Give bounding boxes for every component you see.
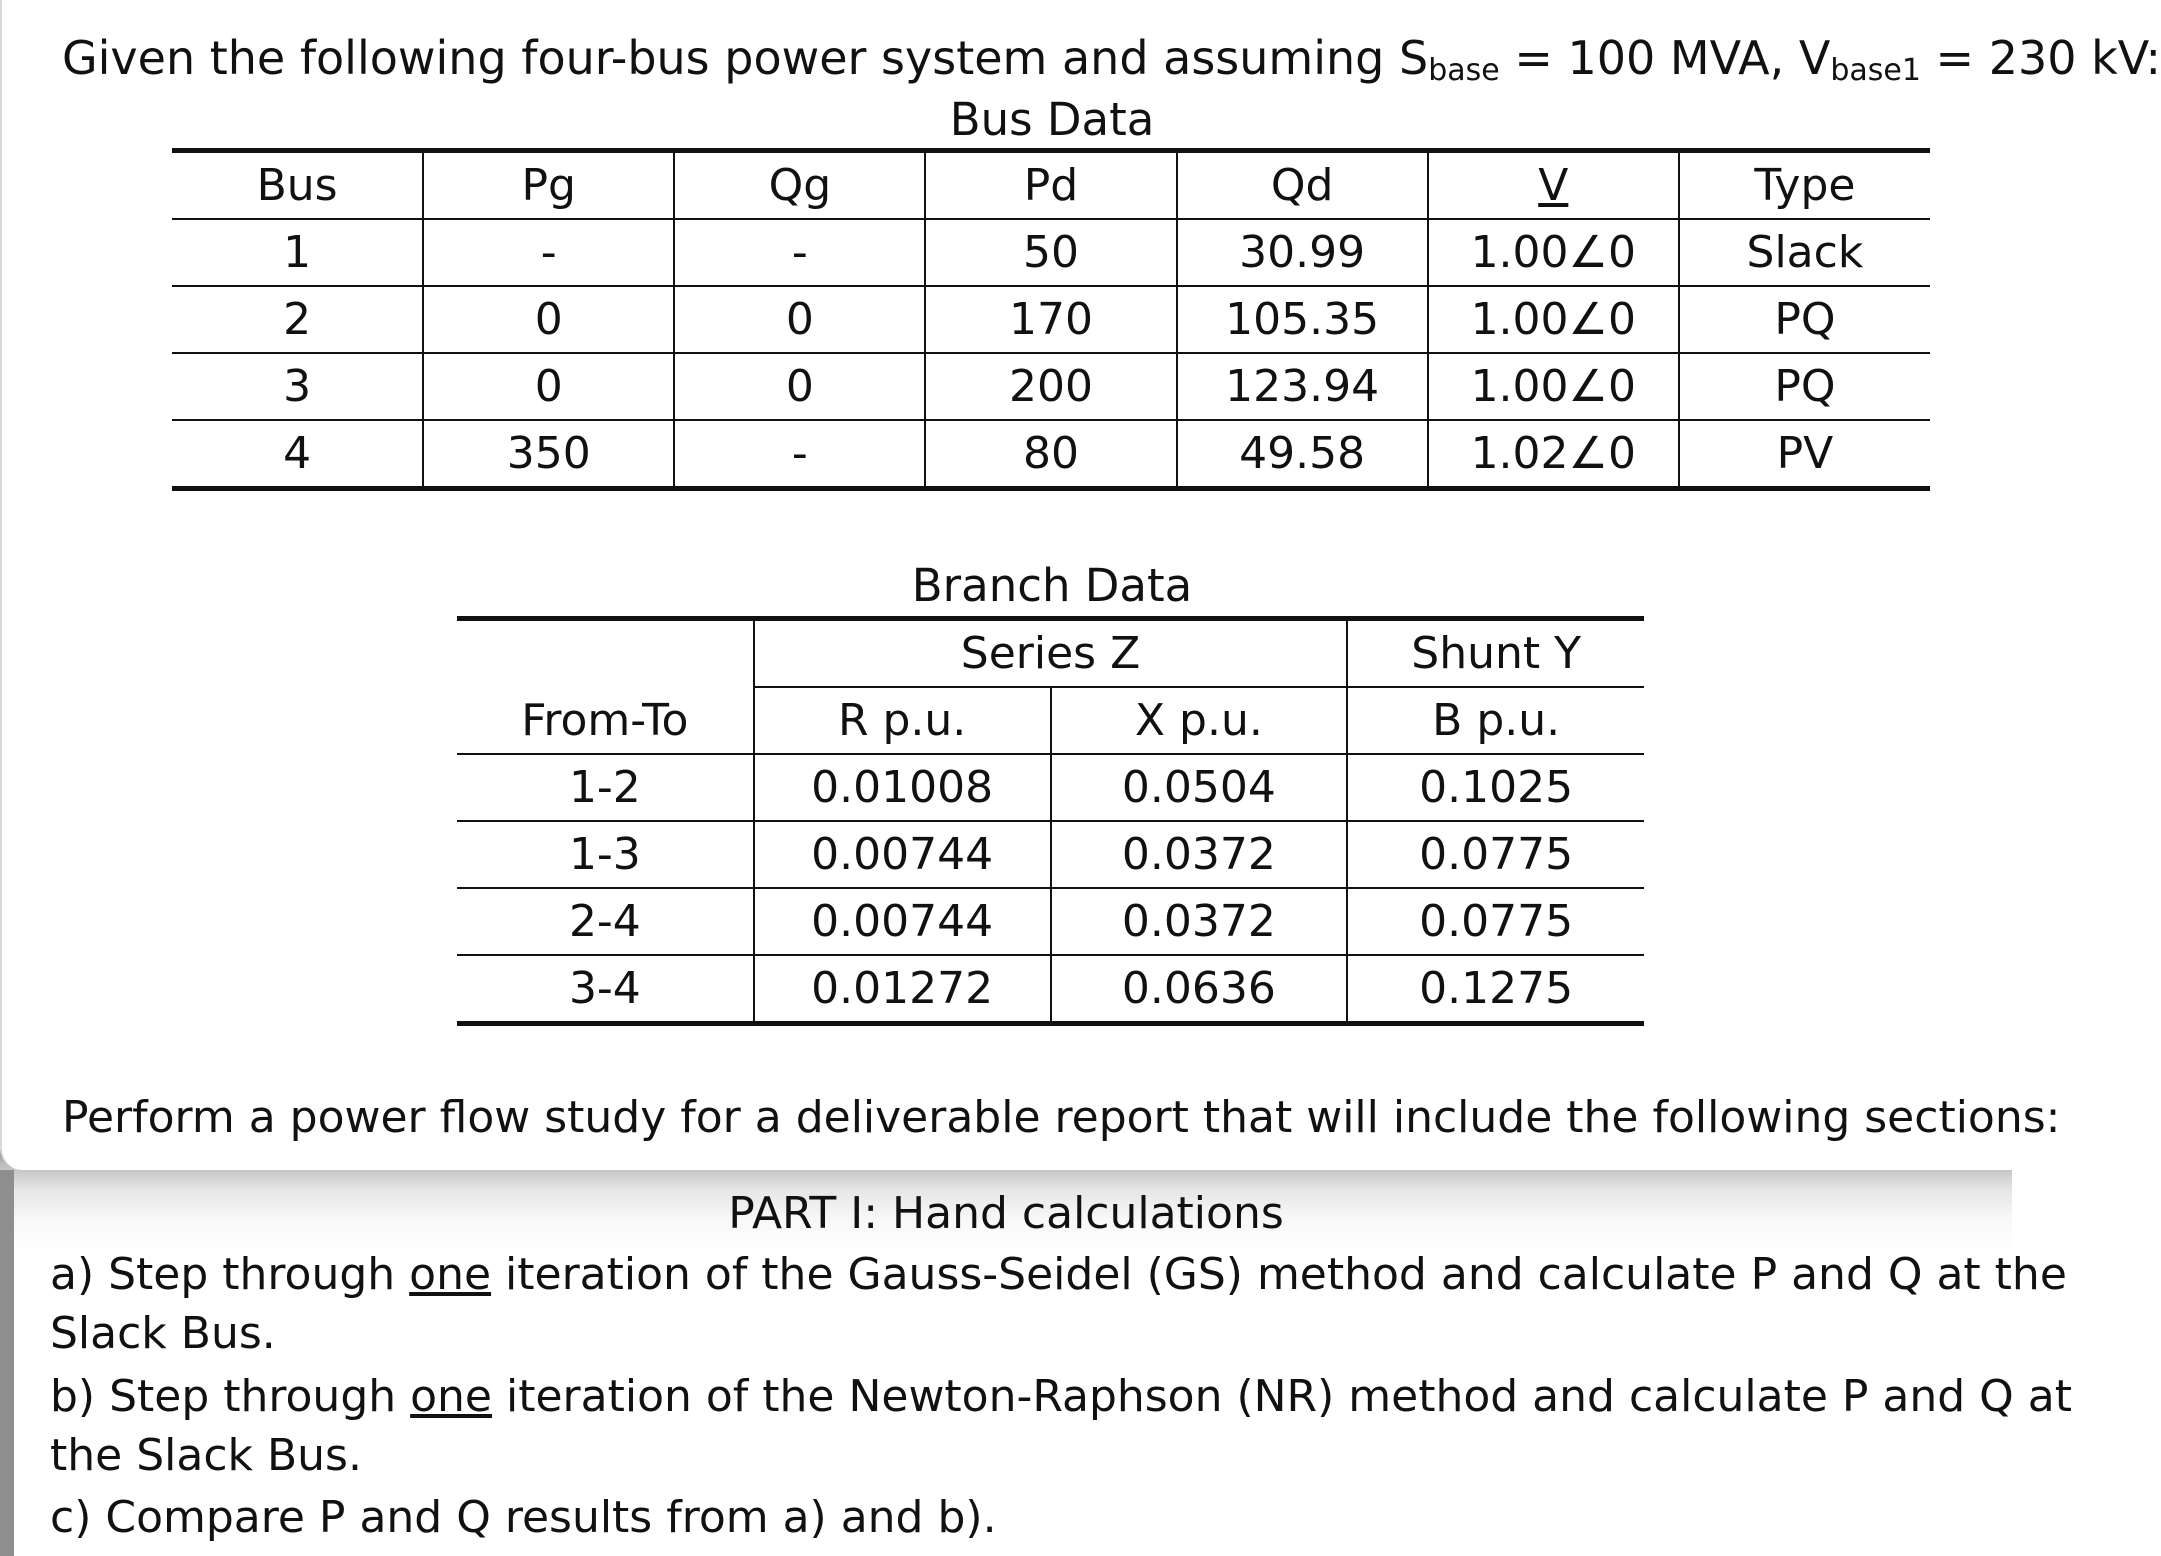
header-type: Type bbox=[1679, 151, 1930, 220]
cell: 1.02∠0 bbox=[1428, 420, 1679, 489]
table-row bbox=[172, 286, 1930, 353]
item-b-line1: b) Step through one iteration of the Newton-Raphson (NR) method and calculate P and Q at bbox=[50, 1371, 2073, 1422]
branch-data-table bbox=[457, 616, 1644, 1026]
cell: - bbox=[423, 219, 674, 286]
cell: 123.94 bbox=[1177, 353, 1428, 420]
cell: 0.1025 bbox=[1347, 754, 1644, 821]
cell: 4 bbox=[283, 428, 312, 479]
header-from-to: From-To bbox=[457, 687, 754, 754]
group-shunt-y: Shunt Y bbox=[1347, 619, 1644, 688]
bus-header-row bbox=[172, 151, 1930, 220]
cell: PV bbox=[1679, 420, 1930, 489]
cell: 0 bbox=[423, 286, 674, 353]
cell: 80 bbox=[925, 420, 1176, 489]
cell: 350 bbox=[423, 420, 674, 489]
cell: 49.58 bbox=[1177, 420, 1428, 489]
cell: 0 bbox=[674, 353, 925, 420]
cell: 0.00744 bbox=[754, 888, 1051, 955]
cell: Slack bbox=[1679, 219, 1930, 286]
cell: 1.00∠0 bbox=[1428, 286, 1679, 353]
table-row bbox=[172, 219, 1930, 286]
cell: 0.0504 bbox=[1051, 754, 1348, 821]
cell: 2 bbox=[172, 286, 423, 353]
header-v: V bbox=[1428, 151, 1679, 220]
cell: 2-4 bbox=[457, 888, 754, 955]
table-row bbox=[457, 955, 1644, 1024]
cell: 1-2 bbox=[457, 754, 754, 821]
part1-heading: PART I: Hand calculations bbox=[728, 1188, 1284, 1239]
cell: 105.35 bbox=[1177, 286, 1428, 353]
cell: 0.0372 bbox=[1051, 821, 1348, 888]
cell: 3-4 bbox=[568, 963, 641, 1014]
item-a-line1: a) Step through one iteration of the Gauss-Seidel (GS) method and calculate P and Q at the bbox=[50, 1249, 2067, 1300]
cell: 0.0372 bbox=[1051, 888, 1348, 955]
cell: 0.0775 bbox=[1347, 821, 1644, 888]
header-qg: Qg bbox=[674, 151, 925, 220]
cell: PQ bbox=[1679, 286, 1930, 353]
cell: 0.01008 bbox=[754, 754, 1051, 821]
table-row bbox=[457, 821, 1644, 888]
cell: 0.0775 bbox=[1347, 888, 1644, 955]
table-row bbox=[172, 353, 1930, 420]
cell: - bbox=[674, 420, 925, 489]
cell: 170 bbox=[925, 286, 1176, 353]
cell: 30.99 bbox=[1177, 219, 1428, 286]
cell: 1.00∠0 bbox=[1428, 219, 1679, 286]
branch-header-row bbox=[457, 687, 1644, 754]
table-row bbox=[457, 754, 1644, 821]
item-c: c) Compare P and Q results from a) and b). bbox=[50, 1492, 997, 1543]
header-r: R p.u. bbox=[754, 687, 1051, 754]
cell: 0.1275 bbox=[1347, 955, 1644, 1024]
cell: 200 bbox=[925, 353, 1176, 420]
perform-statement: Perform a power flow study for a deliverable report that will include the following sections: bbox=[62, 1092, 2061, 1143]
cell: 0 bbox=[674, 286, 925, 353]
table-row bbox=[172, 420, 1930, 489]
header-bus: Bus bbox=[172, 151, 423, 220]
item-b-line2: the Slack Bus. bbox=[50, 1430, 362, 1481]
header-pg: Pg bbox=[423, 151, 674, 220]
cell: 1.00∠0 bbox=[1428, 353, 1679, 420]
group-series-z: Series Z bbox=[754, 619, 1348, 688]
cell: - bbox=[674, 219, 925, 286]
blank-corner-cell bbox=[457, 619, 754, 688]
cell: 1 bbox=[172, 219, 423, 286]
table-row bbox=[457, 888, 1644, 955]
header-pd: Pd bbox=[925, 151, 1176, 220]
branch-group-row bbox=[457, 619, 1644, 688]
cell: 0.01272 bbox=[754, 955, 1051, 1024]
cell: 3 bbox=[172, 353, 423, 420]
cell: 0.0636 bbox=[1051, 955, 1348, 1024]
cell: 50 bbox=[925, 219, 1176, 286]
bus-data-table bbox=[172, 148, 1930, 491]
header-qd: Qd bbox=[1177, 151, 1428, 220]
bus-data-caption: Bus Data bbox=[949, 93, 1155, 146]
cell: 0.00744 bbox=[754, 821, 1051, 888]
cell: 1-3 bbox=[457, 821, 754, 888]
cell: 0 bbox=[423, 353, 674, 420]
header-b: B p.u. bbox=[1347, 687, 1644, 754]
header-x: X p.u. bbox=[1051, 687, 1348, 754]
item-a-line2: Slack Bus. bbox=[50, 1308, 276, 1359]
cell: PQ bbox=[1679, 353, 1930, 420]
intro-statement: Given the following four-bus power system and assuming $S_{base} = 100$ MVA, $V_{base1} = 230$ kV: bbox=[62, 31, 2161, 88]
branch-data-caption: Branch Data bbox=[911, 559, 1193, 612]
